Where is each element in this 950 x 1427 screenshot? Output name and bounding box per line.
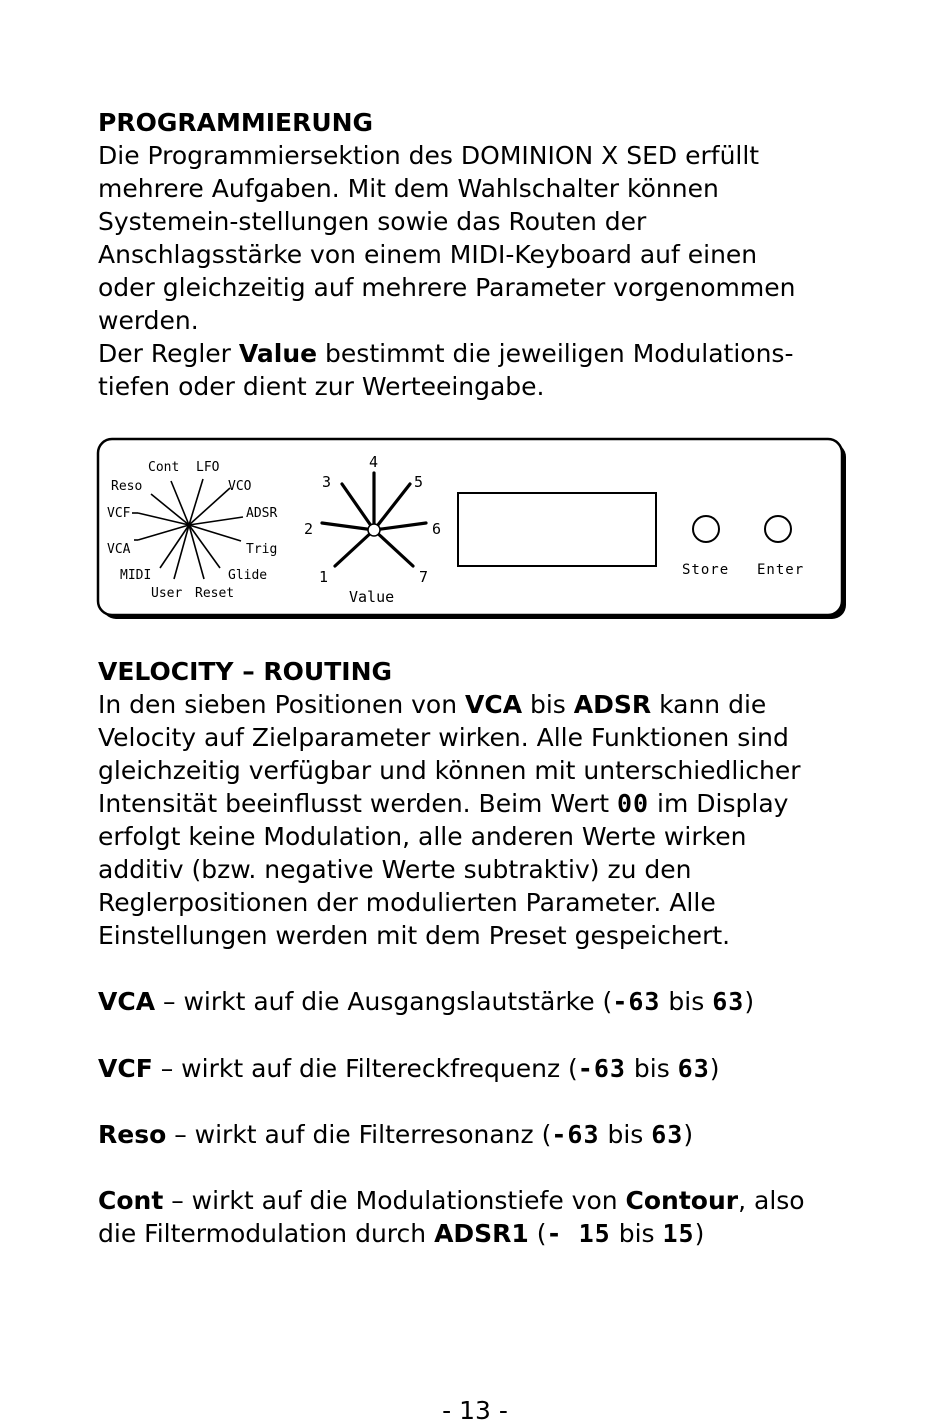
para1-line2: mehrere Aufgaben. Mit dem Wahlschalter können [98,174,719,203]
section-programmierung [98,106,846,403]
item-vca-max: 63 [712,987,745,1016]
item-cont-line1 [98,1184,846,1217]
label-vco: VCO [228,479,252,494]
vel-line3: gleichzeitig verfügbar und können mit unterschiedlicher [98,756,801,785]
item-vcf-text: – wirkt auf die Filtereckfrequenz ( [152,1054,578,1083]
display-value-00: 00 [617,789,650,818]
panel-svg [96,437,850,623]
vel-term-vca: VCA [465,690,523,719]
item-vcf-name: VCF [98,1054,153,1083]
vel-line5: erfolgt keine Modulation, alle anderen Werte wirken [98,822,747,851]
programming-panel [96,437,850,623]
heading-programmierung: PROGRAMMIERUNG [98,108,374,137]
value-num-5: 5 [414,473,424,491]
vel-line2: Velocity auf Zielparameter wirken. Alle Funktionen sind [98,723,789,752]
item-reso-close: ) [683,1120,694,1149]
value-label: Value [349,588,395,606]
item-vcf-min: -63 [577,1054,626,1083]
store-button[interactable] [693,516,719,542]
enter-button[interactable] [765,516,791,542]
label-user: User [151,586,183,601]
item-cont-adsr1: ADSR1 [434,1219,529,1248]
item-vcf-bis: bis [625,1054,678,1083]
vel-line1-mid: bis [522,690,574,719]
para2-last: tiefen oder dient zur Werteeingabe. [98,372,545,401]
item-vca-name: VCA [98,987,156,1016]
label-vca: VCA [107,542,131,557]
label-glide: Glide [228,568,268,583]
value-term: Value [238,339,318,368]
label-reso: Reso [111,479,143,494]
vel-line8: Einstellungen werden mit dem Preset gespeichert. [98,921,731,950]
enter-label: Enter [757,562,805,578]
item-cont-post: , also [738,1186,805,1215]
para2-text: Der Regler [98,339,239,368]
vel-line1 [98,688,846,721]
item-cont-min: - 15 [546,1219,611,1248]
item-reso [98,1118,846,1151]
item-reso-min: -63 [551,1120,600,1149]
para2-line1 [98,337,846,370]
vel-line4 [98,787,846,820]
item-vcf-close: ) [709,1054,720,1083]
label-reset: Reset [195,586,235,601]
label-trig: Trig [246,542,278,557]
label-cont: Cont [148,460,180,475]
vel-line7: Reglerpositionen der modulierten Parameter. Alle [98,888,716,917]
para1-line5: oder gleichzeitig auf mehrere Parameter vorgenommen [98,273,796,302]
vel-line1-pre: In den sieben Positionen von [98,690,465,719]
heading-velocity-routing: VELOCITY – ROUTING [98,657,393,686]
item-vca-close: ) [744,987,755,1016]
item-cont-text: – wirkt auf die Modulationstiefe von [163,1186,626,1215]
item-reso-name: Reso [98,1120,167,1149]
page-number: - 13 - [442,1396,508,1425]
para1-line3: Systemein-stellungen sowie das Routen der [98,207,647,236]
label-lfo: LFO [196,460,220,475]
item-vca-text: – wirkt auf die Ausgangslautstärke ( [155,987,613,1016]
para1-last: werden. [98,306,199,335]
vel-line4-pre: Intensität beeinflusst werden. Beim Wert [98,789,617,818]
para2-text-post: bestimmt die jeweiligen Modulations- [317,339,794,368]
item-cont-name: Cont [98,1186,164,1215]
item-cont-close: ) [694,1219,705,1248]
label-vcf: VCF [107,506,131,521]
item-reso-bis: bis [599,1120,652,1149]
item-cont-line2 [98,1217,846,1250]
item-cont-max: 15 [662,1219,695,1248]
value-num-7: 7 [419,568,429,586]
value-num-2: 2 [304,520,314,538]
vel-line6: additiv (bzw. negative Werte subtraktiv) zu den [98,855,692,884]
item-vca-bis: bis [660,987,713,1016]
vel-line4-post: im Display [649,789,789,818]
para1-line4: Anschlagsstärke von einem MIDI-Keyboard auf einen [98,240,758,269]
item-reso-text: – wirkt auf die Filterresonanz ( [166,1120,552,1149]
label-adsr: ADSR [246,506,278,521]
item-reso-max: 63 [651,1120,684,1149]
item-cont-l2-pre: die Filtermodulation durch [98,1219,435,1248]
store-label: Store [682,562,730,578]
vel-line1-post: kann die [651,690,767,719]
vel-term-adsr: ADSR [573,690,652,719]
value-num-4: 4 [369,453,379,471]
label-midi: MIDI [120,568,152,583]
item-cont-bis: bis [610,1219,663,1248]
para1-line1: Die Programmiersektion des DOMINION X SED erfüllt [98,141,760,170]
item-vcf [98,1052,846,1085]
value-num-6: 6 [432,520,442,538]
item-cont-contour: Contour [625,1186,739,1215]
value-num-3: 3 [322,473,332,491]
item-vcf-max: 63 [677,1054,710,1083]
lcd-display [458,493,656,566]
item-cont-open: ( [528,1219,547,1248]
section-velocity-routing [98,655,846,952]
item-vca-min: -63 [612,987,661,1016]
value-num-1: 1 [319,568,329,586]
item-cont [98,1184,846,1250]
item-vca [98,985,846,1018]
